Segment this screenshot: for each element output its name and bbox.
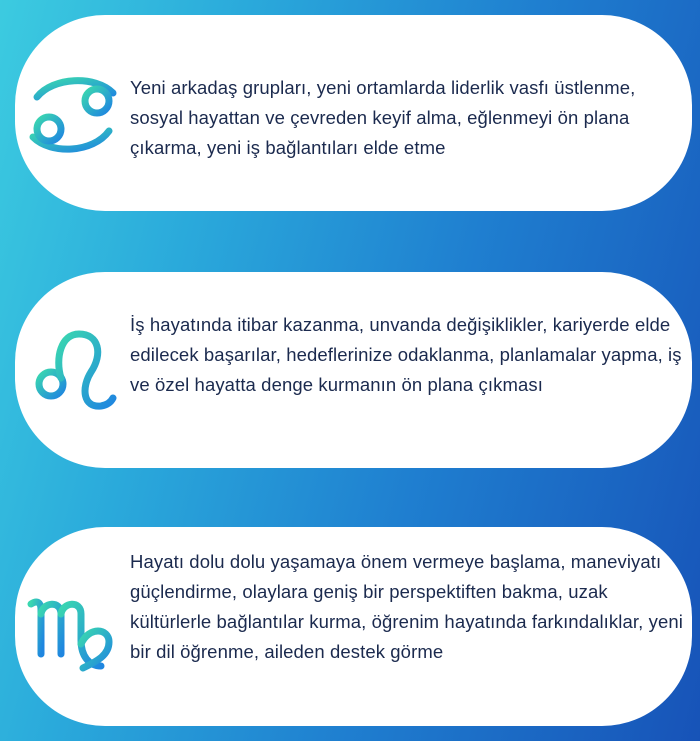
horoscope-text: Yeni arkadaş grupları, yeni ortamlarda liderlik vasfı üstlenme, sosyal hayattan ve çevreden keyif alma, eğlenmeyi ön plana çıkarma, yeni iş bağlantıları elde etme <box>130 77 636 158</box>
horoscope-text: Hayatı dolu dolu yaşamaya önem vermeye başlama, maneviyatı güçlendirme, olaylara geniş bir perspektiften bakma, uzak kültürlerle bağlantılar kurma, öğrenim hayatında farkındalıklar, yeni bir dil öğrenme, aileden destek görme <box>130 551 683 662</box>
virgo-zodiac-icon <box>25 582 121 678</box>
horoscope-card-cancer <box>15 15 692 211</box>
cancer-zodiac-icon <box>25 67 121 163</box>
horoscope-text: İş hayatında itibar kazanma, unvanda değişiklikler, kariyerde elde edilecek başarılar, hedeflerinize odaklanma, planlamalar yapma, iş ve özel hayatta denge kurmanın ön plana çıkması <box>130 314 682 395</box>
leo-zodiac-icon <box>25 322 121 418</box>
horoscope-card-virgo <box>15 527 692 726</box>
horoscope-card-leo <box>15 272 692 468</box>
